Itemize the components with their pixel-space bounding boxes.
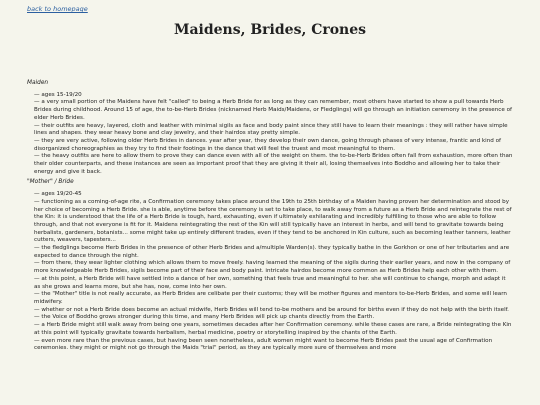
paragraph: — at this point, a Herb Bride will have settled into a dance of her own, something that feels true and meaningful to her. she will continue to change, morph and adapt it as she grows and learns more, but she has, now, come into her own. [34,275,506,290]
section-mother-bride [27,179,513,352]
paragraph: — the "Mother" title is not really accurate, as Herb Brides are celibate per their customs; they will be mother figures and mentors to-be-Herb Brides, and some will learn midwifery. [34,291,507,305]
paragraph: — whether or not a Herb Bride does become an actual midwife, Herb Brides will tend to-be mothers and be around for births even if they do not help with the birth itself. [34,306,509,313]
paragraph: — a Herb Bride might still walk away from being one years, sometimes decades after her Confirmation ceremony. while these cases are rare, a Bride reintegrating the Kin at this point will typically gravitate towards herbalism, herbal medicine, poetry or storytelling inspired by the chants of the Earth. [34,322,512,336]
paragraph: — they are very active, following older Herb Brides in dances. year after year, they develop their own dance, going through phases of very intense, frantic and kind of disorganized choreographies as they try to find their footings in the dance that will feel the truest and most meaningful to them. [34,137,501,152]
back-to-homepage-link[interactable]: back to homepage [27,5,88,13]
paragraph: — ages 15-19/20 [34,91,82,98]
paragraph: — ages 19/20-45 [34,191,82,198]
paragraph: — even more rare than the previous cases, but having been seen nonetheless, adult women might want to become Herb Brides past the usual age of Confirmation ceremonies. they might or might not go through the Maids "trial" period, as they are typically more sure of themselves and more [34,337,493,352]
paragraph: — their outfits are heavy, layered, cloth and leather with minimal sigils as face and body paint since they still have to learn their meanings : they will rather have simple lines and shapes. they wear heavy bone and clay jewelry, and their hairdos stay pretty simple. [34,122,508,137]
paragraph: — the heavy outfits are here to allow them to prove they can dance even with all of the weight on them. the to-be-Herb Brides often fall from exhaustion, more often than their older counterparts, and these instances are seen as important proof that they are giving it their all, losing themselves into Boddho and allowing her to take their energy and give it back. [34,153,513,175]
section-heading: "Mother" / Bride [27,179,74,186]
paragraph: — from there, they wear lighter clothing which allows them to move freely. having learned the meaning of the sigils during their earlier years, and now in the company of more knowledgeable Herb Brides, sigils become part of their face and body paint. intricate hairdos become more common as Herb Brides help each other with them. [34,260,511,275]
paragraph: — functioning as a coming-of-age rite, a Confirmation ceremony takes place around the 19th to 25th birthday of a Maiden having proven her determination and stood by her choice of becoming a Herb Bride. she is able, anytime before the ceremony is set to take place, to walk away from a future as a Herb Bride and reintegrate the rest of the Kin: it is understood that the life of a Herb Bride is tough, hard, exhausting, even if ultimately exhilarating and incredibly fulfilling to those who are able to follow through, and that not everyone is fit for it. Maidens reintegrating the rest of the Kin will still typically have an interest in herbs, and will tend to gravitate towards being herbalists, gardeners, botanists... some might take up entirely different trades, even if they tend to be anchored in Kin culture, such as becoming leather tanners, leather cutters, weavers, tapesters... [34,198,512,244]
paragraph: — a very small portion of the Maidens have felt "called" to being a Herb Bride for as long as they can remember, most others have started to show a pull towards Herb Brides during childhood. Around 15 of age, the to-be-Herb Brides (nicknamed Herb Maids/Maidens, or Fledglings) will go through an initiation ceremony in the presence of elder Herb Brides. [34,99,512,121]
section-heading: Maiden [27,80,49,86]
paragraph: — the Voice of Boddho grows stronger during this time, and many Herb Brides will pick up chants directly from the Earth. [34,314,375,321]
section-body [27,191,513,353]
section-maiden [27,80,513,176]
section-body [27,92,513,177]
paragraph: — the fledglings become Herb Brides in the presence of other Herb Brides and a/multiple Warden(s). they typically bathe in the Gorkhon or one of her tributaries and are expected to dance through the night. [34,245,510,259]
main-content [27,80,513,356]
page-title: Maidens, Brides, Crones [173,22,367,38]
